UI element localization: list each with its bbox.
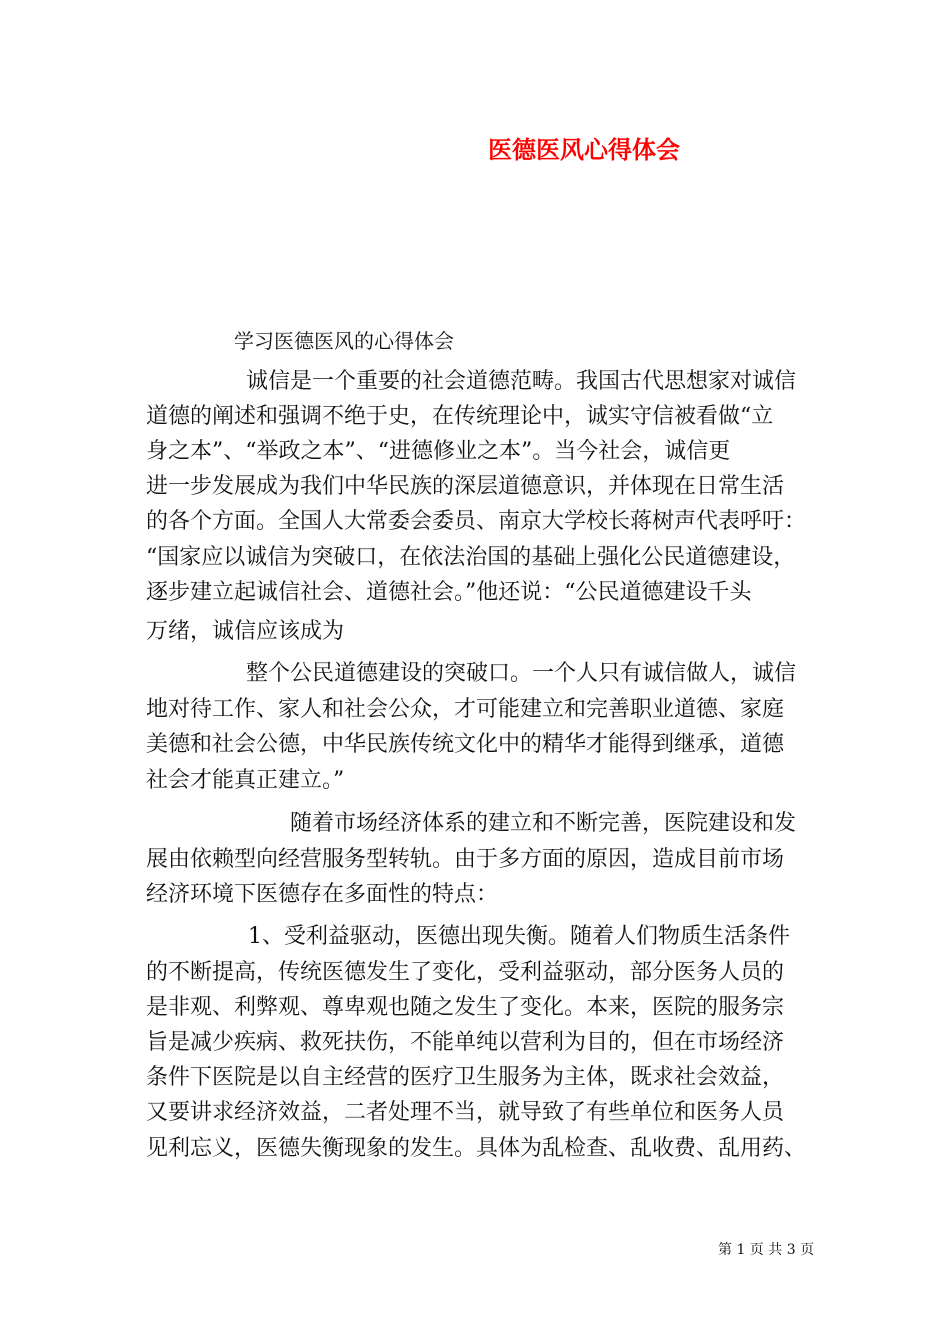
body-line: “国家应以诚信为突破口，在依法治国的基础上强化公民道德建设， — [146, 545, 796, 570]
body-line: 道德的阐述和强调不绝于史，在传统理论中，诚实守信被看做“立 — [146, 404, 774, 429]
body-line: 社会才能真正建立。” — [146, 768, 345, 793]
body-line: 身之本”、“举政之本”、“进德修业之本”。当今社会，诚信更 — [146, 439, 731, 464]
body-line: 又要讲求经济效益，二者处理不当，就导致了有些单位和医务人员 — [146, 1100, 785, 1125]
body-line: 美德和社会公德，中华民族传统文化中的精华才能得到继承，道德 — [146, 732, 785, 757]
body-line: 进一步发展成为我们中华民族的深层道德意识，并体现在日常生活 — [146, 474, 785, 499]
body-line: 经济环境下医德存在多面性的特点： — [146, 882, 499, 907]
body-line: 展由依赖型向经营服务型转轨。由于多方面的原因，造成目前市场 — [146, 847, 785, 872]
body-line: 地对待工作、家人和社会公众，才可能建立和完善职业道德、家庭 — [146, 697, 785, 722]
body-line: 诚信是一个重要的社会道德范畴。我国古代思想家对诚信 — [246, 369, 797, 394]
body-line: 的各个方面。全国人大常委会委员、南京大学校长蒋树声代表呼吁： — [146, 509, 807, 534]
body-line: 随着市场经济体系的建立和不断完善，医院建设和发 — [290, 811, 797, 836]
body-line: 万绪，诚信应该成为 — [146, 619, 345, 644]
body-line: 条件下医院是以自主经营的医疗卫生服务为主体，既求社会效益， — [146, 1065, 785, 1090]
body-line: 整个公民道德建设的突破口。一个人只有诚信做人，诚信 — [246, 661, 797, 686]
body-line: 的不断提高，传统医德发生了变化，受利益驱动，部分医务人员的 — [146, 960, 785, 985]
document-title: 医德医风心得体会 — [488, 135, 680, 164]
body-line: 见利忘义，医德失衡现象的发生。具体为乱检查、乱收费、乱用药、 — [146, 1136, 807, 1161]
page-number-footer: 第 1 页 共 3 页 — [718, 1242, 815, 1258]
body-line: 旨是减少疾病、救死扶伤，不能单纯以营利为目的，但在市场经济 — [146, 1030, 785, 1055]
body-line: 逐步建立起诚信社会、道德社会。”他还说：“公民道德建设千头 — [146, 580, 752, 605]
body-line: 是非观、利弊观、尊卑观也随之发生了变化。本来，医院的服务宗 — [146, 995, 785, 1020]
body-line: 1、受利益驱动，医德出现失衡。随着人们物质生活条件 — [248, 924, 790, 949]
document-subtitle: 学习医德医风的心得体会 — [234, 329, 454, 353]
